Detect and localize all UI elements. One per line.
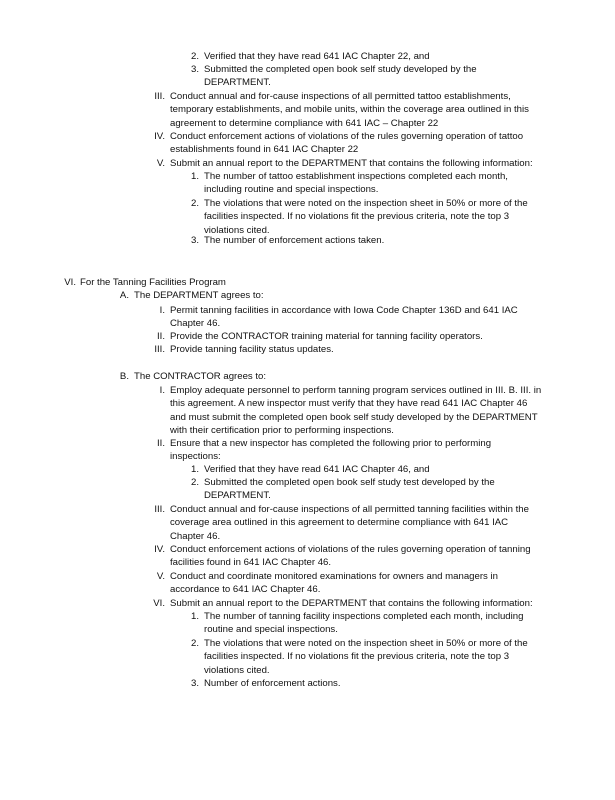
list-item-text [170,130,523,157]
text-line: facilities found in 641 IAC Chapter 46. [170,557,332,569]
list-item-text [204,50,430,63]
text-line: inspections: [170,451,221,463]
text-line: Employ adequate personnel to perform tanning program services outlined in III. B. III. in [170,385,542,396]
text-line: For the Tanning Facilities Program [80,277,226,288]
list-marker: A. [119,290,129,301]
text-line: Submit an annual report to the DEPARTMENT that contains the following information: [170,158,533,169]
list-item-text [134,370,266,383]
list-marker: V. [156,158,165,169]
list-item-text [204,63,477,90]
text-line: violations cited. [204,664,270,676]
list-marker: VI. [64,277,76,288]
text-line: The number of enforcement actions taken. [204,235,385,246]
list-item-text [204,463,430,476]
list-item-text [204,677,341,690]
list-item-text [170,597,533,610]
list-marker: 3. [190,678,199,689]
text-line: Conduct annual and for-cause inspections of all permitted tattoo establishments, [170,91,511,102]
list-item-text [170,157,533,170]
list-item-text [170,543,531,570]
list-marker: 2. [190,198,199,209]
text-line: with their certification prior to performing inspections. [170,425,394,437]
text-line: The violations that were noted on the inspection sheet in 50% or more of the [204,638,528,649]
list-item-text [170,503,529,543]
list-item-text [204,610,523,637]
text-line: The CONTRACTOR agrees to: [134,371,267,382]
list-marker: II. [157,331,165,342]
list-marker: 2. [190,477,199,488]
list-marker: II. [157,438,165,449]
text-line: Submitted the completed open book self study developed by the [204,64,477,75]
text-line: The number of tattoo establishment inspections completed each month, [204,171,508,182]
list-marker: 1. [190,171,199,182]
list-item-text [170,330,483,343]
text-line: Ensure that a new inspector has completed the following prior to performing [170,438,492,449]
text-line: Chapter 46. [170,318,221,330]
list-marker: IV. [154,131,165,142]
text-line: Number of enforcement actions. [204,678,341,689]
list-marker: IV. [154,544,165,555]
text-line: DEPARTMENT. [204,490,271,502]
list-item-text [204,476,495,503]
text-line: establishments found in 641 IAC Chapter 22 [170,144,359,156]
list-marker: 2. [190,638,199,649]
text-line: including routine and special inspections. [204,184,379,196]
text-line: facilities inspected. If no violations fit the previous criteria, note the top 3 [204,211,510,223]
list-item-text [170,384,541,438]
text-line: Verified that they have read 641 IAC Chapter 22, and [204,51,430,62]
list-marker: 1. [190,464,199,475]
text-line: Provide the CONTRACTOR training material for tanning facility operators. [170,331,483,342]
text-line: agreement to determine compliance with 641 IAC – Chapter 22 [170,117,439,129]
list-item-text [204,637,528,677]
text-line: Submit an annual report to the DEPARTMENT that contains the following information: [170,598,533,609]
text-line: Provide tanning facility status updates. [170,344,334,355]
list-marker: 1. [190,611,199,622]
list-marker: 3. [190,235,199,246]
text-line: Submitted the completed open book self study test developed by the [204,477,495,488]
text-line: Conduct annual and for-cause inspections of all permitted tanning facilities within the [170,504,529,515]
list-item-text [204,234,384,247]
list-marker: III. [154,344,165,355]
text-line: Conduct and coordinate monitored examinations for owners and managers in [170,571,498,582]
text-line: The number of tanning facility inspections completed each month, including [204,611,524,622]
text-line: coverage area outlined in this agreement to determine compliance with 641 IAC [170,517,509,529]
list-item-text [204,170,508,197]
text-line: Permit tanning facilities in accordance with Iowa Code Chapter 136D and 641 IAC [170,305,518,316]
text-line: The DEPARTMENT agrees to: [134,290,264,301]
text-line: DEPARTMENT. [204,77,271,89]
list-marker: I. [159,385,165,396]
list-item-text [204,197,528,237]
text-line: routine and special inspections. [204,624,338,636]
list-marker: VI. [153,598,165,609]
text-line: violations cited. [204,224,270,236]
text-line: Conduct enforcement actions of violations of the rules governing operation of tanning [170,544,531,555]
list-marker: B. [119,371,129,382]
list-item-text [170,437,491,464]
text-line: accordance to 641 IAC Chapter 46. [170,584,321,596]
list-marker: 3. [190,64,199,75]
text-line: Chapter 46. [170,530,221,542]
text-line: temporary establishments, and mobile units, within the coverage area outlined in this [170,104,529,116]
list-marker: III. [154,91,165,102]
text-line: and must submit the completed open book self study developed by the DEPARTMENT [170,411,538,423]
text-line: Verified that they have read 641 IAC Chapter 46, and [204,464,430,475]
text-line: The violations that were noted on the inspection sheet in 50% or more of the [204,198,528,209]
text-line: this agreement. A new inspector must verify that they have read 641 IAC Chapter 46 [170,398,528,410]
list-item-text [80,276,226,289]
list-item-text [170,570,498,597]
list-marker: V. [156,571,165,582]
text-line: Conduct enforcement actions of violations of the rules governing operation of tattoo [170,131,524,142]
list-item-text [170,90,529,130]
list-marker: III. [154,504,165,515]
list-marker: 2. [190,51,199,62]
list-marker: I. [159,305,165,316]
list-item-text [170,304,518,331]
list-item-text [170,343,334,356]
text-line: facilities inspected. If no violations fit the previous criteria, note the top 3 [204,651,510,663]
list-item-text [134,289,264,302]
